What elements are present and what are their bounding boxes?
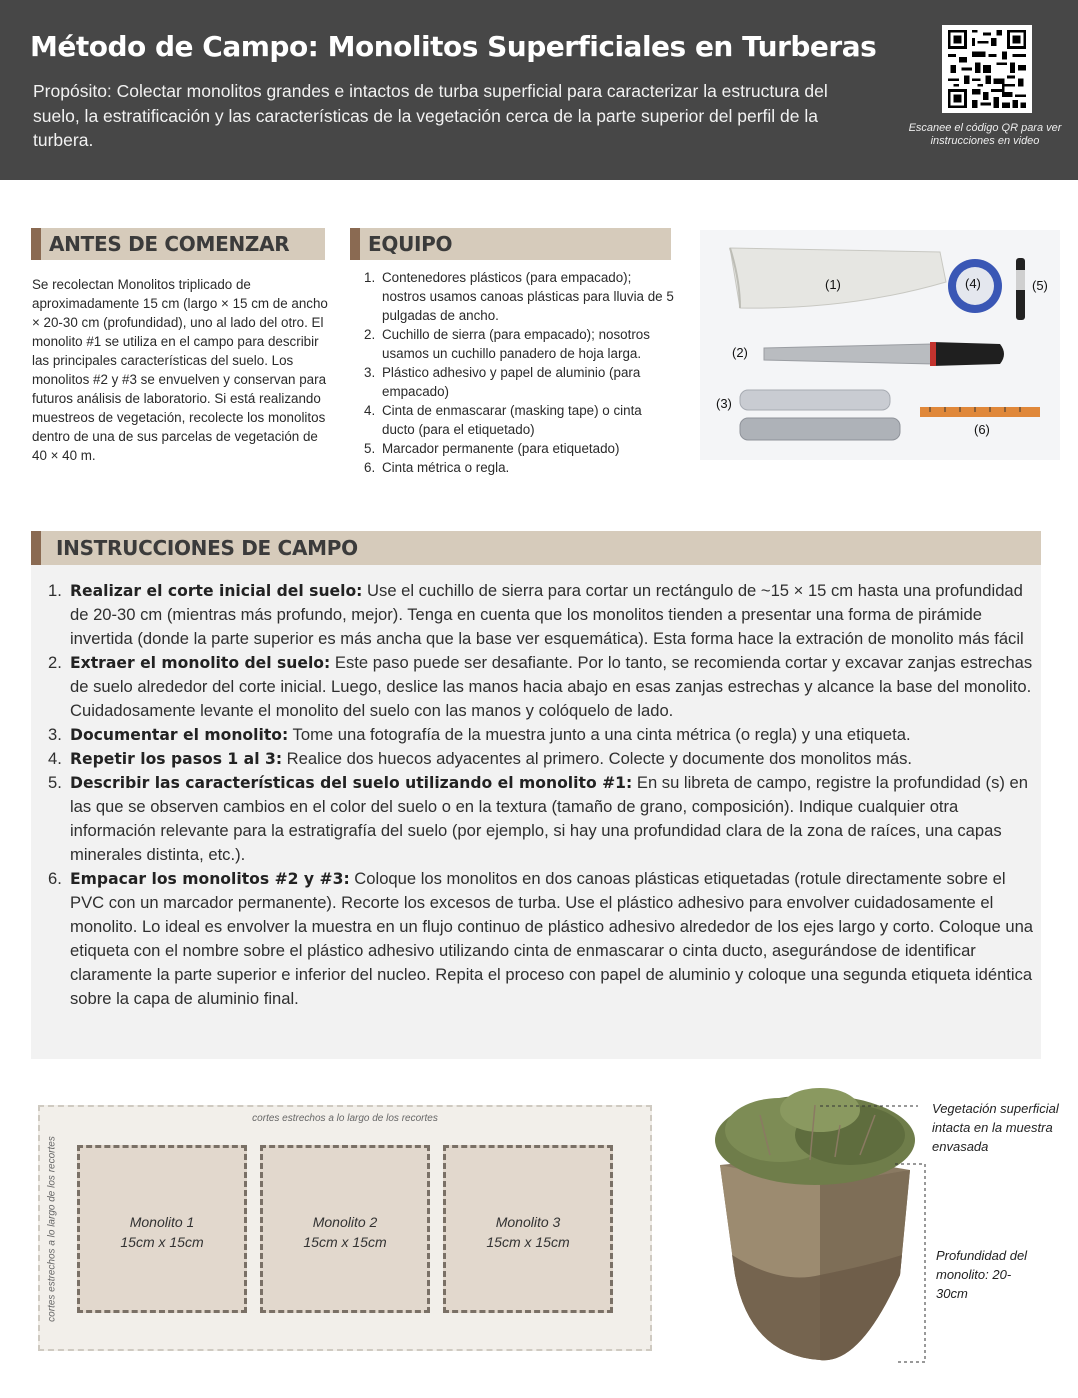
purpose-text: Propósito: Colectar monolitos grandes e intactos de turba superficial para caracterizar la estructura del suelo, la estratificación y las características de la vegetación cerca de la parte superior del perfil de la turbera. bbox=[33, 81, 828, 150]
list-item bbox=[364, 401, 676, 439]
step-number: 1. bbox=[48, 581, 62, 600]
step-text: Este paso puede ser desafiante. Por lo tanto, se recomienda cortar y excavar zanjas estrechas de suelo alrededor del corte inicial. Luego, deslice las manos hacia abajo en esas zanjas estrechas y alcance la base del monolito. Cuidadosamente levante el monolito del suelo con las manos y colóquelo de lado. bbox=[70, 653, 1033, 720]
list-item bbox=[48, 867, 1038, 1011]
list-item bbox=[48, 723, 1038, 747]
step-number: 4. bbox=[48, 749, 62, 768]
list-item bbox=[364, 268, 676, 325]
monolith-name: Monolito 3 bbox=[495, 1214, 561, 1230]
list-text: Contenedores plásticos (para empacado); nostros usamos canoas plásticas para lluvia de 5 pulgadas de ancho. bbox=[382, 270, 674, 323]
step-number: 6. bbox=[48, 869, 62, 888]
antes-text: Se recolectan Monolitos triplicado de aproximadamente 15 cm (largo × 15 cm de ancho × 20-30 cm (profundidad), uno al lado del otro. El monolito #1 se utiliza en el campo para describir las principales características del suelo. Los monolitos #2 y #3 se envuelven y conservan para futuros análisis de laboratorio. Si está realizando muestreos de vegetación, recolecte los monolitos dentro de una de sus parcelas de vegetación de 40 × 40 m. bbox=[32, 277, 328, 463]
list-text: Marcador permanente (para etiquetado) bbox=[382, 441, 620, 456]
step-title: Describir las características del suelo utilizando el monolito #1: bbox=[70, 774, 633, 792]
monolith-box-1 bbox=[77, 1145, 247, 1313]
step-number: 2. bbox=[48, 653, 62, 672]
list-number: 1. bbox=[364, 270, 376, 285]
step-title: Empacar los monolitos #2 y #3: bbox=[70, 870, 350, 888]
annotation-depth: Profundidad del monolito: 20-30cm bbox=[936, 1248, 1028, 1301]
page-title: Método de Campo: Monolitos Superficiales en Turberas bbox=[30, 30, 877, 63]
step-text: Tome una fotografía de la muestra junto a una cinta métrica (o regla) y una etiqueta. bbox=[288, 725, 911, 744]
monolith-box-2 bbox=[260, 1145, 430, 1313]
section-title: EQUIPO bbox=[368, 232, 453, 256]
section-title: ANTES DE COMENZAR bbox=[49, 232, 290, 256]
step-text: Realice dos huecos adyacentes al primero. Colecte y documente dos monolitos más. bbox=[282, 749, 913, 768]
step-title: Realizar el corte inicial del suelo: bbox=[70, 582, 363, 600]
list-item bbox=[48, 651, 1038, 723]
equipment-label: (5) bbox=[1032, 278, 1048, 293]
header-banner bbox=[0, 0, 1078, 180]
equipment-label: (1) bbox=[825, 277, 841, 292]
list-text: Cinta de enmascarar (masking tape) o cinta ducto (para el etiquetado) bbox=[382, 403, 642, 437]
diagram-top-label: cortes estrechos a lo largo de los recortes bbox=[252, 1113, 438, 1124]
step-title: Repetir los pasos 1 al 3: bbox=[70, 750, 283, 768]
list-number: 6. bbox=[364, 460, 376, 475]
equipment-label: (3) bbox=[716, 396, 732, 411]
monolith-layout-diagram bbox=[38, 1105, 652, 1351]
monolith-label bbox=[446, 1212, 610, 1252]
list-number: 4. bbox=[364, 403, 376, 418]
section-header-antes bbox=[31, 228, 325, 260]
equipment-label: (2) bbox=[732, 345, 748, 360]
monolith-label bbox=[263, 1212, 427, 1252]
step-text: En su libreta de campo, registre la profundidad (s) en las que se observen cambios en el color del suelo o en la textura (tamaño de grano, composición). Indique cualquier otra información relevante para la estratigrafía del suelo (por ejemplo, si hay una profundidad clara de la zona de raíces, una capas minerales distinta, etc.). bbox=[70, 773, 1028, 864]
equipment-label: (6) bbox=[974, 422, 990, 437]
list-item bbox=[364, 439, 676, 458]
list-item bbox=[48, 771, 1038, 867]
step-text: Use el cuchillo de sierra para cortar un rectángulo de ~15 × 15 cm hasta una profundidad de 20-30 cm (mientras más profundo, mejor). Tenga en cuenta que los monolitos tienden a presentar una forma de pirámide invertida (donde la parte superior es más ancha que la base ver esquemática). Esta forma hace la extración de monolito más fácil bbox=[70, 581, 1024, 648]
monolith-label bbox=[80, 1212, 244, 1252]
equipment-photo bbox=[700, 230, 1060, 460]
diagram-side-label: cortes estrechos a lo largo de los recortes bbox=[46, 1136, 58, 1322]
list-item bbox=[364, 325, 676, 363]
monolith-name: Monolito 2 bbox=[312, 1214, 378, 1230]
instructions-list bbox=[48, 579, 1038, 1011]
monolith-name: Monolito 1 bbox=[129, 1214, 195, 1230]
step-title: Documentar el monolito: bbox=[70, 726, 289, 744]
qr-caption: Escanee el código QR para ver instrucciones en video bbox=[908, 122, 1062, 147]
step-number: 3. bbox=[48, 725, 62, 744]
list-item bbox=[364, 458, 676, 477]
step-text: Coloque los monolitos en dos canoas plásticas etiquetadas (rotule directamente sobre el PVC con un marcador permanente). Recorte los excesos de turba. Use el plástico adhesivo para envolver cuidadosamente el monolito. Lo ideal es envolver la muestra en un flujo continuo de plástico adhesivo alrededor de los ejes largo y corto. Coloque una etiqueta con el nombre sobre el plástico adhesivo utilizando cinta de enmascarar o cinta ducto, asegurándose de identificar claramente la parte superior e inferior del nucleo. Repita el proceso con papel de aluminio y coloque una segunda etiqueta idéntica sobre la capa de aluminio final. bbox=[70, 869, 1034, 1008]
list-text: Cuchillo de sierra (para empacado); nosotros usamos un cuchillo panadero de hoja larga. bbox=[382, 327, 650, 361]
section-header-instrucciones bbox=[31, 531, 1041, 565]
qr-code-icon[interactable] bbox=[942, 25, 1032, 113]
monolith-illustration bbox=[710, 1085, 930, 1365]
list-item bbox=[48, 747, 1038, 771]
list-text: Plástico adhesivo y papel de aluminio (para empacado) bbox=[382, 365, 641, 399]
monolith-box-3 bbox=[443, 1145, 613, 1313]
list-number: 3. bbox=[364, 365, 376, 380]
list-number: 2. bbox=[364, 327, 376, 342]
monolith-size: 15cm x 15cm bbox=[486, 1234, 570, 1250]
equipment-list bbox=[364, 268, 676, 477]
section-title: INSTRUCCIONES DE CAMPO bbox=[56, 536, 358, 560]
monolith-size: 15cm x 15cm bbox=[120, 1234, 204, 1250]
list-number: 5. bbox=[364, 441, 376, 456]
list-text: Cinta métrica o regla. bbox=[382, 460, 510, 475]
annotation-vegetation: Vegetación superficial intacta en la muestra envasada bbox=[932, 1101, 1059, 1154]
monolith-size: 15cm x 15cm bbox=[303, 1234, 387, 1250]
section-header-equipo bbox=[350, 228, 671, 260]
equipment-label: (4) bbox=[965, 276, 981, 291]
step-number: 5. bbox=[48, 773, 62, 792]
step-title: Extraer el monolito del suelo: bbox=[70, 654, 331, 672]
list-item bbox=[364, 363, 676, 401]
list-item bbox=[48, 579, 1038, 651]
